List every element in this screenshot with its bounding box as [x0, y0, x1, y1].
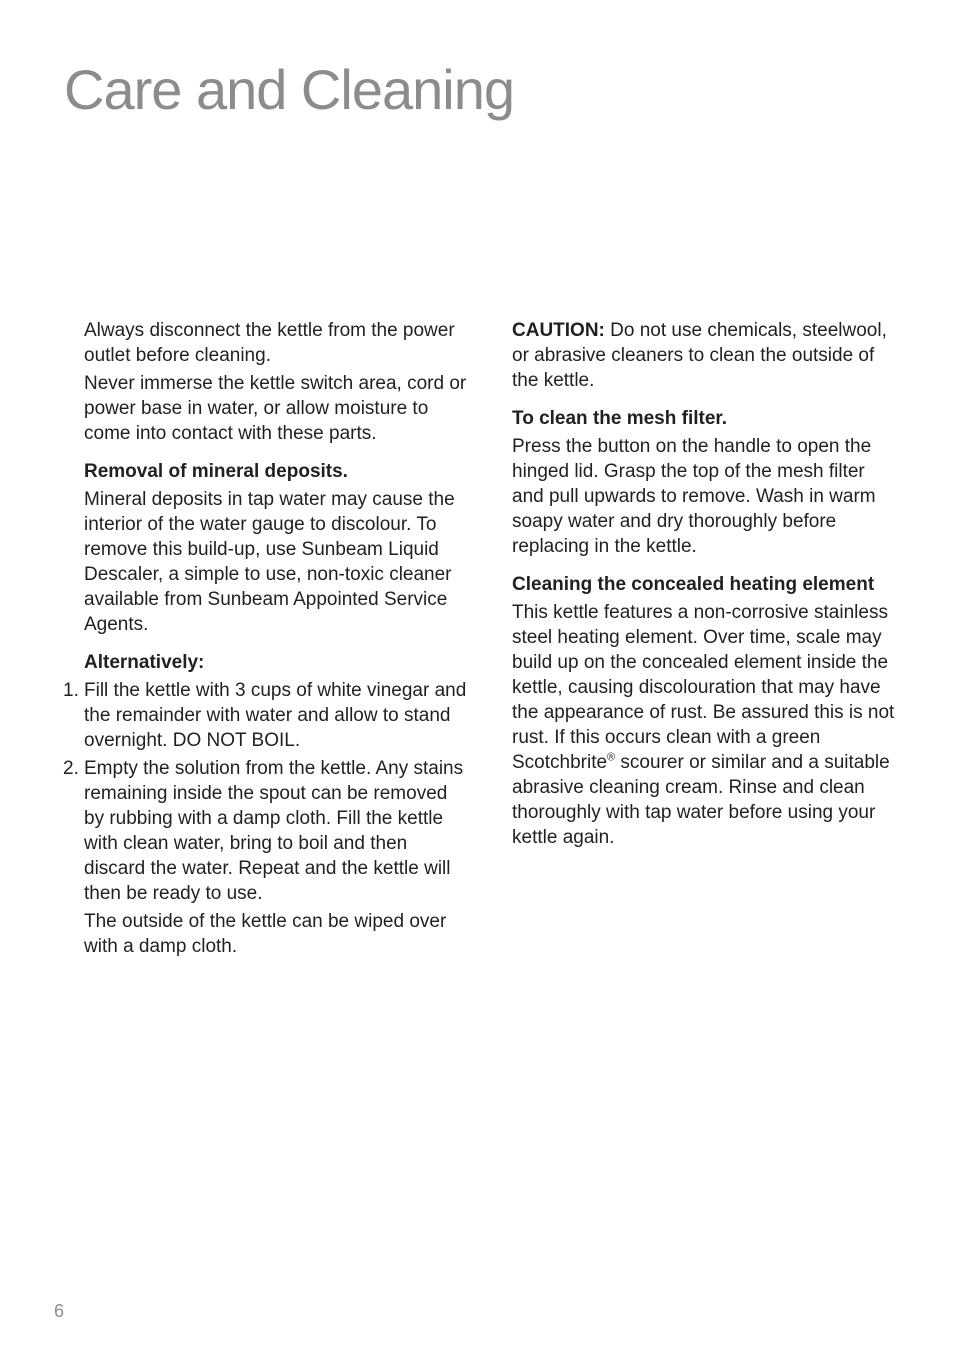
caution-text: Do not use chemicals, steelwool, or abrasive cleaners to clean the outside of the kettle.	[512, 320, 887, 391]
mesh-filter-paragraph: Press the button on the handle to open the hinged lid. Grasp the top of the mesh filter and pull upwards to remove. Wash in warm soapy water and dry thoroughly before replacing in the kettle.	[512, 436, 876, 557]
right-column	[512, 318, 896, 853]
step-number: 1.	[63, 680, 79, 701]
heating-element-text-part-1: This kettle features a non-corrosive stainless steel heating element. Over time, scale may build up on the concealed element inside the kettle, causing discolouration that may have the appearance of rust. Be assured this is not rust. If this occurs clean with a green Scotchbrite	[512, 602, 895, 773]
step-text: Empty the solution from the kettle. Any stains remaining inside the spout can be removed by rubbing with a damp cloth. Fill the kettle with clean water, bring to boil and then discard the water. Repeat and the kettle will then be ready to use.	[84, 758, 464, 904]
registered-mark: ®	[607, 751, 616, 764]
intro-paragraph-immerse: Never immerse the kettle switch area, cord or power base in water, or allow moisture to come into contact with these parts.	[84, 373, 467, 444]
descaling-steps-list	[63, 678, 472, 906]
mineral-deposits-paragraph: Mineral deposits in tap water may cause the interior of the water gauge to discolour. To remove this build-up, use Sunbeam Liquid Descaler, a simple to use, non-toxic cleaner available from Sunbeam Appointed Service Agents.	[84, 489, 455, 635]
mesh-filter-heading: To clean the mesh filter.	[512, 408, 728, 429]
left-column	[63, 318, 472, 962]
caution-paragraph	[512, 318, 896, 393]
heating-element-heading: Cleaning the concealed heating element	[512, 574, 875, 595]
heating-element-paragraph	[512, 600, 896, 850]
step-text: Fill the kettle with 3 cups of white vinegar and the remainder with water and allow to stand overnight. DO NOT BOIL.	[84, 680, 467, 751]
page-title: Care and Cleaning	[64, 58, 514, 121]
page-number: 6	[54, 1301, 65, 1321]
intro-paragraph-disconnect: Always disconnect the kettle from the power outlet before cleaning.	[84, 320, 455, 366]
list-item	[63, 678, 472, 753]
heating-element-text-part-2: scourer or similar and a suitable abrasive cleaning cream. Rinse and clean thoroughly with tap water before using your kettle again.	[512, 752, 890, 848]
list-item	[63, 756, 472, 906]
alternatively-heading: Alternatively:	[84, 652, 205, 673]
caution-label: CAUTION:	[512, 320, 605, 341]
mineral-deposits-heading: Removal of mineral deposits.	[84, 461, 348, 482]
step-number: 2.	[63, 758, 79, 779]
outside-cleaning-paragraph: The outside of the kettle can be wiped over with a damp cloth.	[84, 911, 447, 957]
